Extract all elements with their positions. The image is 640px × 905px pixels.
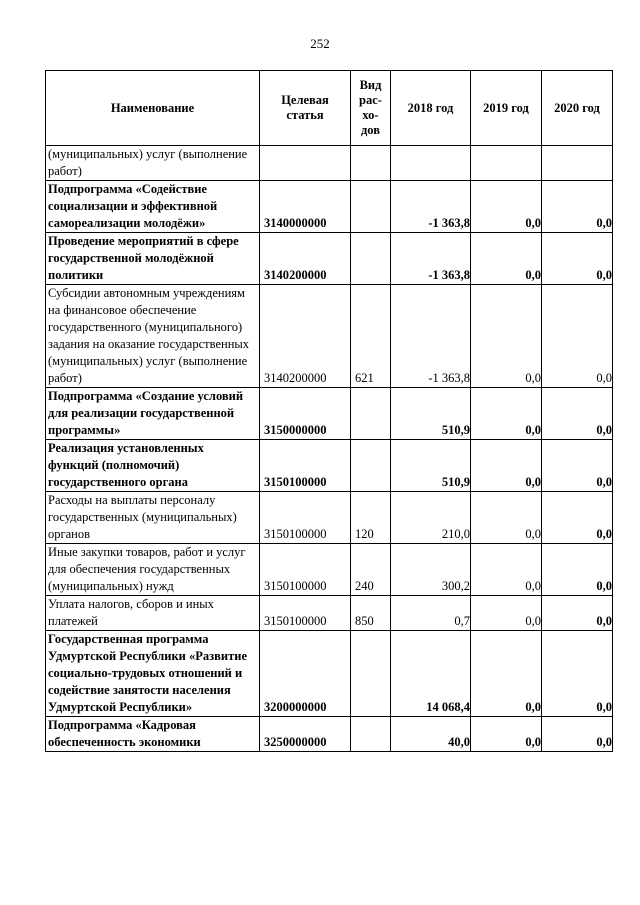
row-value-2019: 0,0	[471, 717, 542, 752]
row-value-2018: 300,2	[391, 544, 471, 596]
row-value-2019: 0,0	[471, 181, 542, 233]
row-name: (муниципальных) услуг (выполнение работ)	[46, 146, 260, 181]
row-value-2019: 0,0	[471, 388, 542, 440]
row-expense-type	[351, 631, 391, 717]
table-row	[46, 631, 613, 717]
row-value-2018: 210,0	[391, 492, 471, 544]
table-row	[46, 388, 613, 440]
row-value-2018: -1 363,8	[391, 233, 471, 285]
row-value-2018: 510,9	[391, 440, 471, 492]
row-name: Уплата налогов, сборов и иных платежей	[46, 596, 260, 631]
table-row	[46, 717, 613, 752]
row-target-article: 3140200000	[260, 285, 351, 388]
row-value-2018: -1 363,8	[391, 181, 471, 233]
row-value-2020: 0,0	[542, 440, 613, 492]
row-value-2018	[391, 146, 471, 181]
table-row	[46, 285, 613, 388]
row-value-2020: 0,0	[542, 717, 613, 752]
row-value-2018: 14 068,4	[391, 631, 471, 717]
header-expense-type-line: Вид	[359, 78, 382, 92]
row-name: Расходы на выплаты персоналу государственных (муниципальных) органов	[46, 492, 260, 544]
row-target-article: 3150100000	[260, 544, 351, 596]
row-value-2020: 0,0	[542, 492, 613, 544]
table-row	[46, 544, 613, 596]
row-value-2018: 0,7	[391, 596, 471, 631]
row-target-article: 3150000000	[260, 388, 351, 440]
row-target-article: 3200000000	[260, 631, 351, 717]
row-value-2020: 0,0	[542, 388, 613, 440]
row-value-2020: 0,0	[542, 544, 613, 596]
header-year-2018: 2018 год	[391, 71, 471, 146]
row-value-2019: 0,0	[471, 285, 542, 388]
row-value-2020: 0,0	[542, 181, 613, 233]
row-target-article: 3140200000	[260, 233, 351, 285]
page-number: 252	[310, 36, 330, 51]
header-target-article: Целевая статья	[260, 71, 351, 146]
row-expense-type	[351, 146, 391, 181]
row-value-2019: 0,0	[471, 440, 542, 492]
row-value-2019: 0,0	[471, 544, 542, 596]
row-value-2018: 510,9	[391, 388, 471, 440]
row-value-2019: 0,0	[471, 492, 542, 544]
row-target-article: 3250000000	[260, 717, 351, 752]
row-value-2019: 0,0	[471, 233, 542, 285]
row-target-article	[260, 146, 351, 181]
row-expense-type	[351, 181, 391, 233]
row-name: Иные закупки товаров, работ и услуг для обеспечения государственных (муниципальных) нужд	[46, 544, 260, 596]
row-value-2019	[471, 146, 542, 181]
table-row	[46, 181, 613, 233]
header-name: Наименование	[46, 71, 260, 146]
row-expense-type	[351, 388, 391, 440]
row-expense-type	[351, 233, 391, 285]
budget-table	[45, 70, 613, 752]
row-name: Подпрограмма «Содействие социализации и эффективной самореализации молодёжи»	[46, 181, 260, 233]
row-target-article: 3140000000	[260, 181, 351, 233]
table-row	[46, 440, 613, 492]
row-value-2018: 40,0	[391, 717, 471, 752]
row-name: Субсидии автономным учреждениям на финансовое обеспечение государственного (муниципального) задания на оказание государственных (муниципальных) услуг (выполнение работ)	[46, 285, 260, 388]
row-expense-type: 850	[351, 596, 391, 631]
row-value-2020: 0,0	[542, 596, 613, 631]
header-expense-type-line: дов	[360, 123, 380, 137]
row-value-2019: 0,0	[471, 631, 542, 717]
row-name: Проведение мероприятий в сфере государственной молодёжной политики	[46, 233, 260, 285]
row-name: Реализация установленных функций (полномочий) государственного органа	[46, 440, 260, 492]
row-expense-type: 240	[351, 544, 391, 596]
header-year-2020: 2020 год	[542, 71, 613, 146]
row-expense-type: 120	[351, 492, 391, 544]
row-expense-type	[351, 440, 391, 492]
row-target-article: 3150100000	[260, 596, 351, 631]
row-name: Подпрограмма «Создание условий для реализации государственной программы»	[46, 388, 260, 440]
row-value-2020	[542, 146, 613, 181]
header-expense-type-line: рас-	[359, 93, 382, 107]
row-value-2018: -1 363,8	[391, 285, 471, 388]
row-name: Подпрограмма «Кадровая обеспеченность экономики	[46, 717, 260, 752]
row-expense-type: 621	[351, 285, 391, 388]
row-value-2020: 0,0	[542, 285, 613, 388]
row-target-article: 3150100000	[260, 492, 351, 544]
table-header-row	[46, 71, 613, 146]
row-value-2020: 0,0	[542, 631, 613, 717]
row-name: Государственная программа Удмуртской Республики «Развитие социально-трудовых отношений и содействие занятости населения Удмуртской Республики»	[46, 631, 260, 717]
row-target-article: 3150100000	[260, 440, 351, 492]
header-expense-type	[351, 71, 391, 146]
header-expense-type-line: хо-	[362, 108, 379, 122]
table-row	[46, 596, 613, 631]
table-row	[46, 146, 613, 181]
row-value-2020: 0,0	[542, 233, 613, 285]
row-value-2019: 0,0	[471, 596, 542, 631]
table-row	[46, 233, 613, 285]
table-row	[46, 492, 613, 544]
header-year-2019: 2019 год	[471, 71, 542, 146]
row-expense-type	[351, 717, 391, 752]
